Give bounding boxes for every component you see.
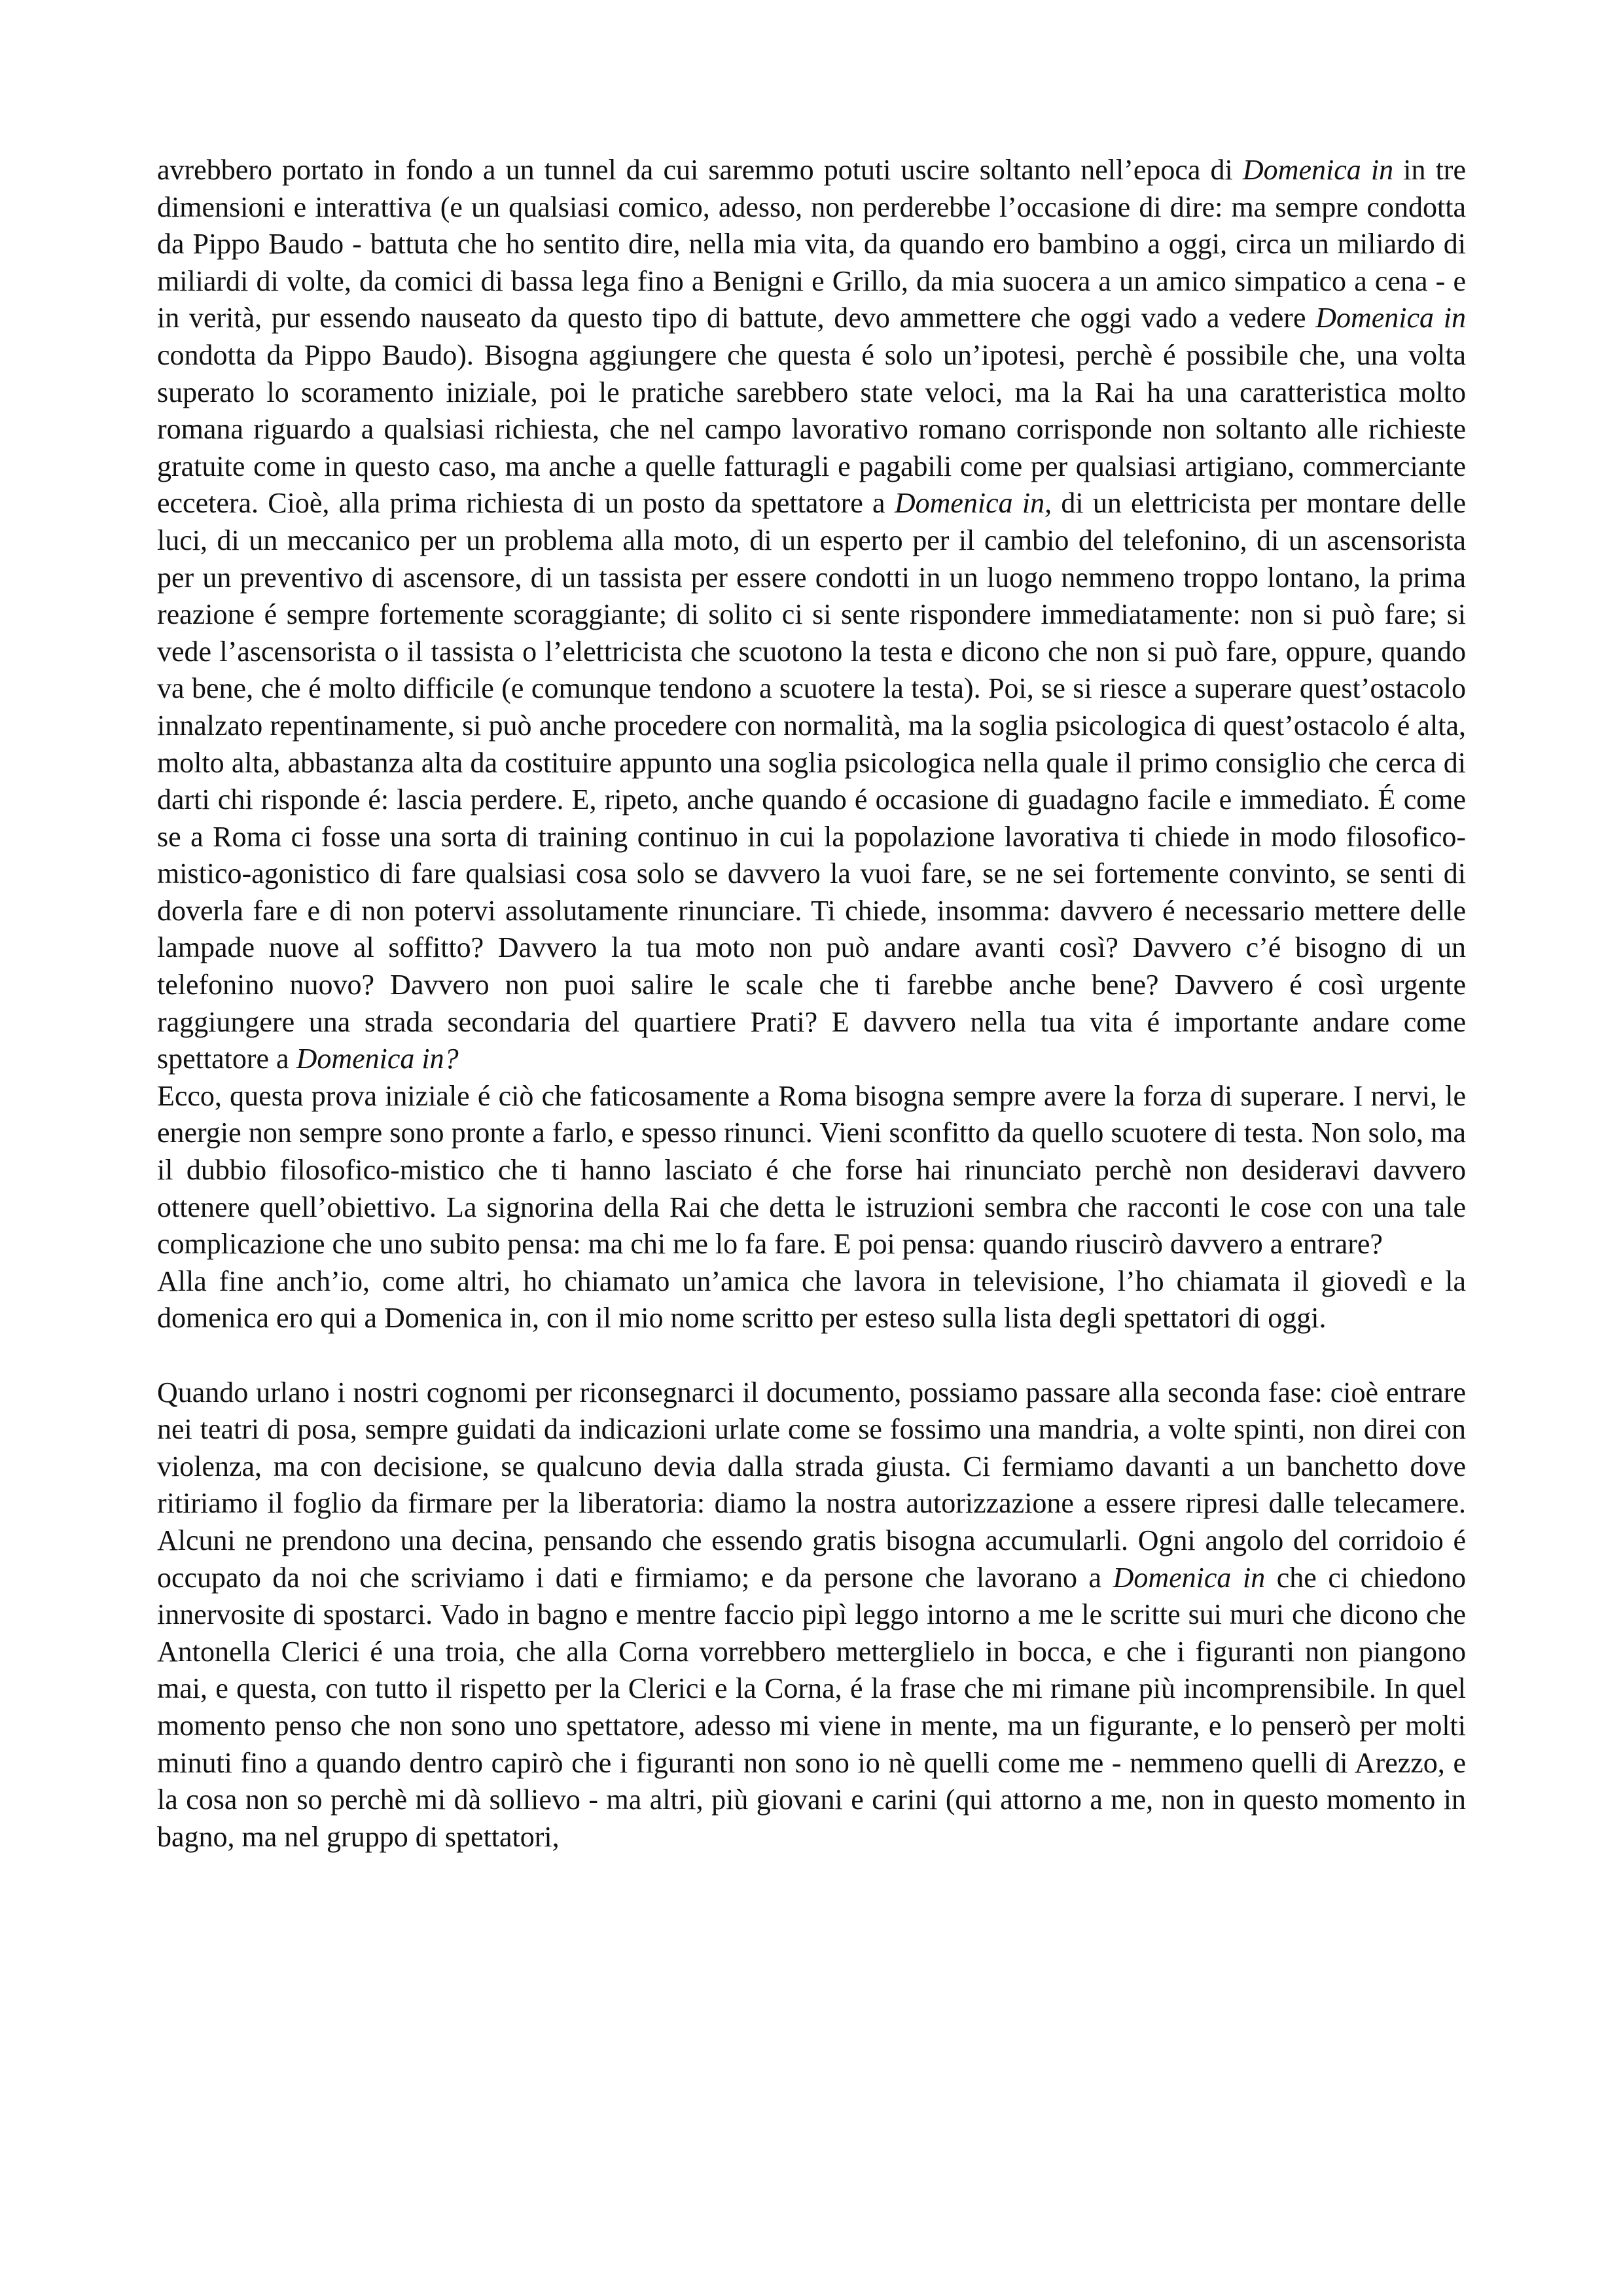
text-run: di un elettricista per montare delle luci, di un meccanico per un problema alla moto, di un esperto per il cambio del telefonino, di un ascensorista per un preventivo di ascensore, di un tassista per essere condotti in un luogo nemmeno troppo lontano, la prima reazione é sempre fortemente scoraggiante; di solito ci si sente rispondere immediatamente: non si può fare; si vede l’ascensorista o il tassista o l’elettricista che scuotono la testa e dicono che non si può fare, oppure, quando va bene, che é molto difficile (e comunque tendono a scuotere la testa). Poi, se si riesce a superare quest’ostacolo innalzato repentinamente, si può anche procedere con normalità, ma la soglia psicologica di quest’ostacolo é alta, molto alta, abbastanza alta da costituire appunto una soglia psicologica nella quale il primo consiglio che cerca di darti chi risponde é: lascia perdere. E, ripeto, anche quando é occasione di guadagno facile e immediato. É come se a Roma ci fosse una sorta di training continuo in cui la popolazione lavorativa ti chiede in modo filosofico-mistico-agonistico di fare qualsiasi cosa solo se davvero la vuoi fare, se ne sei fortemente convinto, se senti di doverla fare e di non potervi assolutamente rinunciare. Ti chiede, insomma: davvero é necessario mettere delle lampade nuove al soffitto? Davvero la tua moto non può andare avanti così? Davvero c’é bisogno di un telefonino nuovo? Davvero non puoi salire le scale che ti farebbe anche bene? Davvero é così urgente raggiungere una strada secondaria del quartiere Prati? E davvero nella tua vita é importante andare come spettatore a: [157, 487, 1467, 1075]
paragraph-2: [157, 1078, 1466, 1263]
document-page: [157, 152, 1466, 1856]
italic-title: Domenica in,: [894, 487, 1052, 520]
text-run: in tre dimensioni e interattiva (e un qualsiasi comico, adesso, non perderebbe l’occasione di dire: ma sempre condotta da Pippo Baudo - battuta che ho sentito dire, nella mia vita, da quando ero bambino a oggi, circa un miliardo di miliardi di volte, da comici di bassa lega fino a Benigni e Grillo, da mia suocera a un amico simpatico a cena - e in verità, pur essendo nauseato da questo tipo di battute, devo ammettere che oggi vado a vedere: [157, 154, 1466, 334]
text-run: Alla fine anch’io, come altri, ho chiamato un’amica che lavora in televisione, l’ho chiamata il giovedì e la domenica ero qui a Domenica in, con il mio nome scritto per esteso sulla lista degli spettatori di oggi.: [157, 1265, 1466, 1335]
italic-title: Domenica in?: [296, 1043, 459, 1075]
italic-title: Domenica in: [1113, 1561, 1266, 1594]
text-run: avrebbero portato in fondo a un tunnel da cui saremmo potuti uscire soltanto nell’epoca di: [157, 154, 1243, 186]
paragraph-4: [157, 1374, 1466, 1856]
text-run: che ci chiedono innervosite di spostarci. Vado in bagno e mentre faccio pipì leggo intorno a me le scritte sui muri che dicono che Antonella Clerici é una troia, che alla Corna vorrebbero metterglielo in bocca, e che i figuranti non piangono mai, e questa, con tutto il rispetto per la Clerici e la Corna, é la frase che mi rimane più incomprensibile. In quel momento penso che non sono uno spettatore, adesso mi viene in mente, ma un figurante, e lo penserò per molti minuti fino a quando dentro capirò che i figuranti non sono io nè quelli come me - nemmeno quelli di Arezzo, e la cosa non so perchè mi dà sollievo - ma altri, più giovani e carini (qui attorno a me, non in questo momento in bagno, ma nel gruppo di spettatori,: [157, 1561, 1466, 1853]
text-run: Ecco, questa prova iniziale é ciò che faticosamente a Roma bisogna sempre avere la forza di superare. I nervi, le energie non sempre sono pronte a farlo, e spesso rinunci. Vieni sconfitto da quello scuotere di testa. Non solo, ma il dubbio filosofico-mistico che ti hanno lasciato é che forse hai rinunciato perchè non desideravi davvero ottenere quell’obiettivo. La signorina della Rai che detta le istruzioni sembra che racconti le cose con una tale complicazione che uno subito pensa: ma chi me lo fa fare. E poi pensa: quando riuscirò davvero a entrare?: [157, 1079, 1466, 1261]
text-run: Quando urlano i nostri cognomi per riconsegnarci il documento, possiamo passare alla seconda fase: cioè entrare nei teatri di posa, sempre guidati da indicazioni urlate come se fossimo una mandria, a volte spinti, non direi con violenza, ma con decisione, se qualcuno devia dalla strada giusta. Ci fermiamo davanti a un banchetto dove ritiriamo il foglio da firmare per la liberatoria: diamo la nostra autorizzazione a essere ripresi dalle telecamere. Alcuni ne prendono una decina, pensando che essendo gratis bisogna accumularli. Ogni angolo del corridoio é occupato da noi che scriviamo i dati e firmiamo; e da persone che lavorano a: [157, 1376, 1466, 1594]
italic-title: Domenica in: [1315, 302, 1467, 334]
paragraph-1: [157, 152, 1466, 1078]
paragraph-3: [157, 1263, 1466, 1337]
italic-title: Domenica in: [1242, 154, 1394, 186]
text-run: condotta da Pippo Baudo). Bisogna aggiungere che questa é solo un’ipotesi, perchè é possibile che, una volta superato lo scoramento iniziale, poi le pratiche sarebbero state veloci, ma la Rai ha una caratteristica molto romana riguardo a qualsiasi richiesta, che nel campo lavorativo romano corrisponde non soltanto alle richieste gratuite come in questo caso, ma anche a quelle fatturagli e pagabili come per qualsiasi artigiano, commerciante eccetera. Cioè, alla prima richiesta di un posto da spettatore a: [157, 338, 1466, 520]
